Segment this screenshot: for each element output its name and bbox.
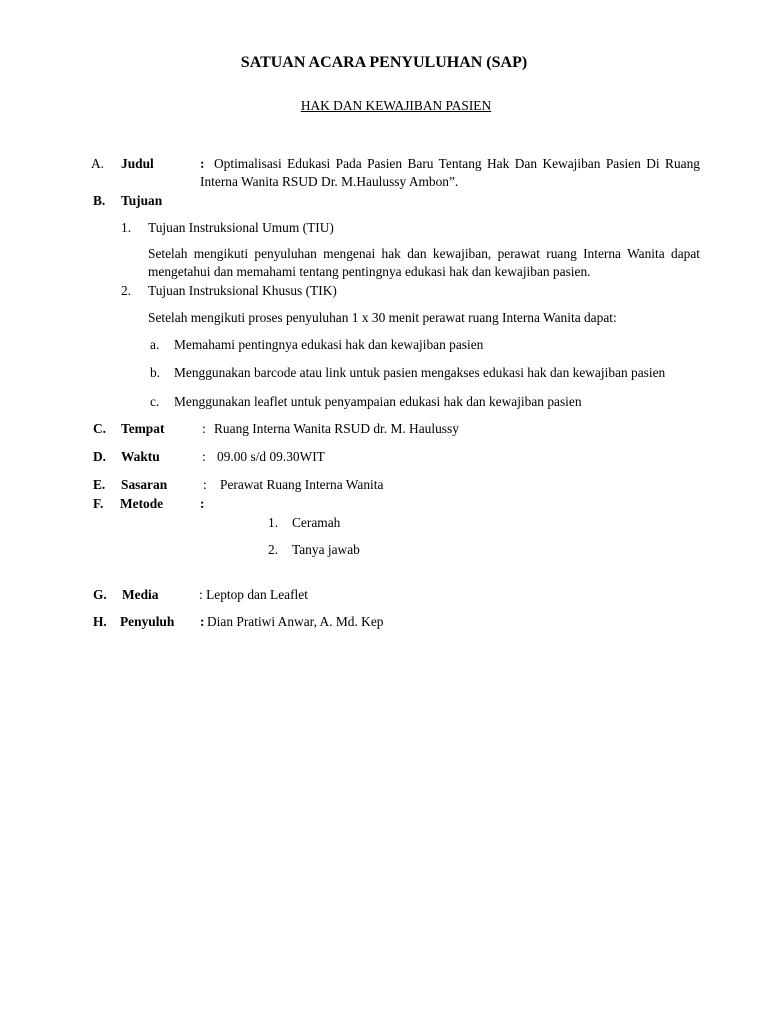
section-e-label: Sasaran bbox=[121, 477, 168, 492]
tik-item-a-letter: a. bbox=[150, 337, 160, 352]
section-h-letter: H. bbox=[93, 614, 107, 629]
method-2-number: 2. bbox=[268, 542, 279, 557]
method-1-text: Ceramah bbox=[292, 515, 341, 530]
tik-item-c-letter: c. bbox=[150, 394, 160, 409]
section-d-value: 09.00 s/d 09.30WIT bbox=[217, 449, 325, 464]
section-f-colon: : bbox=[200, 496, 205, 511]
section-a-colon: : bbox=[200, 156, 205, 171]
tik-item-a-text: Memahami pentingnya edukasi hak dan kewajiban pasien bbox=[174, 337, 484, 352]
section-a-label: Judul bbox=[121, 156, 154, 171]
section-d-colon: : bbox=[202, 449, 206, 464]
section-f-label: Metode bbox=[120, 496, 164, 511]
section-e-value: Perawat Ruang Interna Wanita bbox=[220, 477, 384, 492]
section-c-label: Tempat bbox=[121, 421, 165, 436]
method-2-text: Tanya jawab bbox=[292, 542, 360, 557]
section-d-label: Waktu bbox=[121, 449, 160, 464]
tik-item-c-text: Menggunakan leaflet untuk penyampaian edukasi hak dan kewajiban pasien bbox=[174, 394, 582, 409]
section-g-value: : Leptop dan Leaflet bbox=[199, 587, 308, 602]
section-c-value: Ruang Interna Wanita RSUD dr. M. Haulussy bbox=[214, 421, 459, 436]
tik-item-b-letter: b. bbox=[150, 365, 161, 380]
tik-text: Setelah mengikuti proses penyuluhan 1 x 30 menit perawat ruang Interna Wanita dapat: bbox=[148, 310, 617, 325]
section-e-colon: : bbox=[203, 477, 207, 492]
tiu-title: Tujuan Instruksional Umum (TIU) bbox=[148, 220, 334, 235]
section-c-letter: C. bbox=[93, 421, 107, 436]
section-b-label: Tujuan bbox=[121, 193, 163, 208]
section-c-colon: : bbox=[202, 421, 206, 436]
section-h-label: Penyuluh bbox=[120, 614, 175, 629]
section-d-letter: D. bbox=[93, 449, 107, 464]
section-a-letter: A. bbox=[91, 156, 105, 171]
document-title: SATUAN ACARA PENYULUHAN (SAP) bbox=[240, 54, 528, 71]
section-b-letter: B. bbox=[93, 193, 106, 208]
document-subtitle: HAK DAN KEWAJIBAN PASIEN bbox=[300, 98, 492, 113]
method-1-number: 1. bbox=[268, 515, 279, 530]
tik-item-b-text: Menggunakan barcode atau link untuk pasien mengakses edukasi hak dan kewajiban pasien bbox=[174, 365, 666, 380]
tiu-number: 1. bbox=[121, 220, 132, 235]
tik-title: Tujuan Instruksional Khusus (TIK) bbox=[148, 283, 337, 298]
tik-number: 2. bbox=[121, 283, 132, 298]
section-e-letter: E. bbox=[93, 477, 106, 492]
section-a-value: Optimalisasi Edukasi Pada Pasien Baru Tentang Hak Dan Kewajiban Pasien Di Ruang Interna Wanita RSUD Dr. M.Haulussy Ambon”. bbox=[200, 156, 700, 189]
section-g-label: Media bbox=[122, 587, 159, 602]
section-f-letter: F. bbox=[93, 496, 104, 511]
tiu-text: Setelah mengikuti penyuluhan mengenai hak dan kewajiban, perawat ruang Interna Wanita dapat mengetahui dan memahami tentang pentingnya edukasi hak dan kewajiban pasien. bbox=[148, 246, 700, 279]
section-h-value: Dian Pratiwi Anwar, A. Md. Kep bbox=[207, 614, 384, 629]
section-h-colon: : bbox=[200, 614, 205, 629]
section-g-letter: G. bbox=[93, 587, 107, 602]
